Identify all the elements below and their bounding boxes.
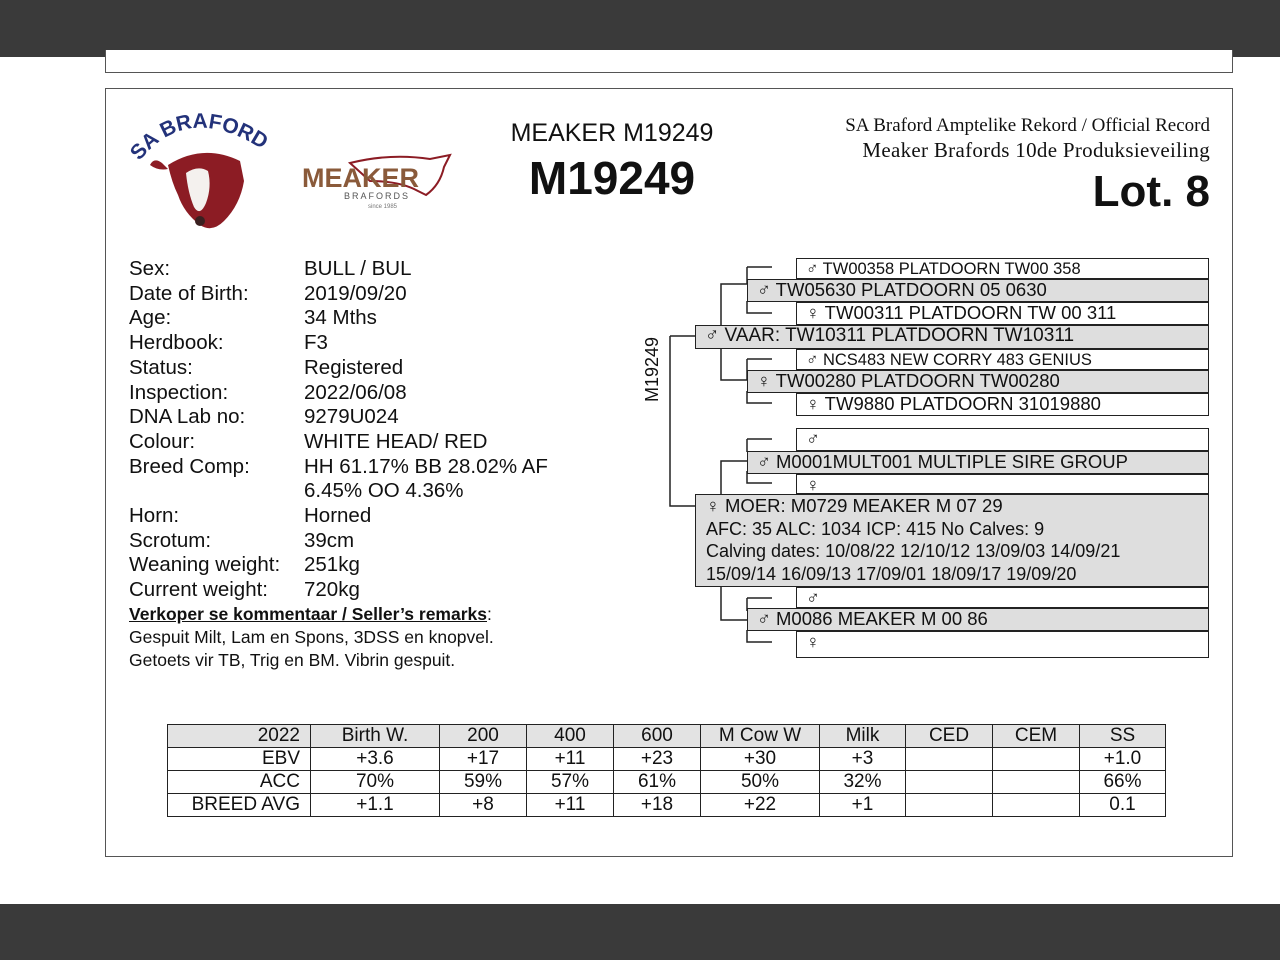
info-label: DNA Lab no: — [129, 405, 246, 429]
auction-title: Meaker Brafords 10de Produksieveiling — [862, 138, 1210, 162]
pedigree-dam-dam-dam: ♀ — [796, 631, 1209, 658]
ebv-cell — [993, 794, 1080, 817]
ebv-row-label: EBV — [168, 748, 311, 771]
ebv-header-cell: Birth W. — [311, 725, 440, 748]
ebv-cell — [993, 748, 1080, 771]
ebv-header-cell: 400 — [527, 725, 614, 748]
ebv-cell: +1.1 — [311, 794, 440, 817]
ebv-table — [167, 724, 1166, 817]
info-label: Sex: — [129, 257, 171, 280]
ebv-cell: +22 — [701, 794, 820, 817]
pedigree-dam-calving-dates-cont: 15/09/14 16/09/13 17/09/01 18/09/17 19/09/20 — [706, 563, 1077, 584]
pedigree-dam — [695, 494, 1209, 587]
pedigree-sire-dam-dam: ♀ TW9880 PLATDOORN 31019880 — [796, 393, 1209, 416]
ebv-cell: 32% — [820, 771, 906, 794]
ebv-header-cell: CED — [906, 725, 993, 748]
ebv-cell: 57% — [527, 771, 614, 794]
info-label: Current weight: — [129, 578, 269, 602]
ebv-cell: 70% — [311, 771, 440, 794]
ebv-cell: +1.0 — [1080, 748, 1166, 771]
ebv-header-cell: 600 — [614, 725, 701, 748]
info-value: 720kg — [304, 578, 360, 602]
ebv-row-acc — [168, 771, 1166, 794]
lot-number: Lot. 8 — [1092, 167, 1210, 216]
info-label: Status: — [129, 355, 193, 379]
ebv-cell — [993, 771, 1080, 794]
ebv-row-breed-avg — [168, 794, 1166, 817]
info-value: 2022/06/08 — [304, 380, 407, 404]
ebv-header-cell: Milk — [820, 725, 906, 748]
seller-remarks-line: Gespuit Milt, Lam en Spons, 3DSS en knopvel. — [129, 627, 494, 647]
ebv-row-ebv — [168, 748, 1166, 771]
pedigree-dam-name: ♀ MOER: M0729 MEAKER M 07 29 — [706, 495, 1003, 516]
info-label: Inspection: — [129, 380, 229, 404]
seller-remarks-title: Verkoper se kommentaar / Seller’s remarks — [129, 604, 487, 624]
meaker-logo-sub: BRAFORDS — [344, 191, 411, 201]
ebv-cell: +3 — [820, 748, 906, 771]
info-label: Horn: — [129, 504, 180, 528]
ebv-header-cell: 2022 — [168, 725, 311, 748]
info-label: Date of Birth: — [129, 281, 249, 305]
info-value: BULL / BUL — [304, 257, 412, 280]
ebv-cell — [906, 771, 993, 794]
ebv-cell: 50% — [701, 771, 820, 794]
seller-remarks-colon: : — [487, 604, 492, 624]
pedigree-dam-dam: ♂ M0086 MEAKER M 00 86 — [747, 608, 1209, 631]
ebv-cell — [906, 748, 993, 771]
sa-braford-logo-text: SA BRAFORD — [128, 109, 272, 165]
meaker-logo-text: MEAKER — [302, 163, 420, 193]
meaker-logo-since: since 1985 — [368, 204, 398, 210]
ebv-cell: +8 — [440, 794, 527, 817]
official-record-line: SA Braford Amptelike Rekord / Official Record — [845, 115, 1210, 136]
ebv-cell: +3.6 — [311, 748, 440, 771]
info-value: WHITE HEAD/ RED — [304, 429, 488, 453]
ebv-cell: 0.1 — [1080, 794, 1166, 817]
info-value: 34 Mths — [304, 306, 377, 330]
pedigree-sire: ♂ VAAR: TW10311 PLATDOORN TW10311 — [695, 325, 1209, 349]
info-label: Scrotum: — [129, 528, 212, 552]
info-value: HH 61.17% BB 28.02% AF 6.45% OO 4.36% — [304, 454, 548, 503]
info-value: 9279U024 — [304, 405, 399, 429]
ebv-row-label: BREED AVG — [168, 794, 311, 817]
animal-id: M19249 — [528, 152, 696, 204]
viewer-top-bar — [0, 0, 1280, 57]
ebv-table-header — [168, 725, 1166, 748]
info-label: Age: — [129, 306, 172, 330]
pedigree-sire-dam: ♀ TW00280 PLATDOORN TW00280 — [747, 370, 1209, 393]
info-label: Colour: — [129, 429, 196, 453]
ebv-cell: +30 — [701, 748, 820, 771]
lot-record-card — [105, 88, 1233, 857]
ebv-cell: 59% — [440, 771, 527, 794]
pedigree-dam-calving-dates: Calving dates: 10/08/22 12/10/12 13/09/03 14/09/21 — [706, 541, 1121, 561]
ebv-cell: 61% — [614, 771, 701, 794]
ebv-header-cell: CEM — [993, 725, 1080, 748]
pedigree-dam-sire: ♂ M0001MULT001 MULTIPLE SIRE GROUP — [747, 451, 1209, 474]
ebv-cell: 66% — [1080, 771, 1166, 794]
ebv-cell: +18 — [614, 794, 701, 817]
viewer-bottom-bar — [0, 904, 1280, 960]
ebv-cell: +23 — [614, 748, 701, 771]
pedigree-dam-sire-sire: ♂ — [796, 428, 1209, 451]
info-value: F3 — [304, 331, 328, 355]
info-label: Herdbook: — [129, 331, 224, 355]
pedigree-sire-sire-dam: ♀ TW00311 PLATDOORN TW 00 311 — [796, 302, 1209, 325]
previous-card-edge — [105, 50, 1233, 73]
animal-name: MEAKER M19249 — [510, 119, 714, 147]
pedigree-animal-label: M19249 — [642, 336, 662, 402]
pedigree-sire-dam-sire: ♂ NCS483 NEW CORRY 483 GENIUS — [796, 349, 1209, 370]
ebv-header-cell: 200 — [440, 725, 527, 748]
ebv-header-cell: M Cow W — [701, 725, 820, 748]
ebv-cell: +17 — [440, 748, 527, 771]
info-label: Breed Comp: — [129, 454, 250, 478]
pedigree-dam-dam-sire: ♂ — [796, 587, 1209, 608]
ebv-header-cell: SS — [1080, 725, 1166, 748]
ebv-cell: +1 — [820, 794, 906, 817]
pedigree-sire-sire-sire: ♂ TW00358 PLATDOORN TW00 358 — [796, 258, 1209, 279]
ebv-row-label: ACC — [168, 771, 311, 794]
ebv-cell — [906, 794, 993, 817]
info-value: Registered — [304, 355, 404, 379]
info-value: Horned — [304, 504, 372, 528]
info-value: 2019/09/20 — [304, 281, 407, 305]
info-value: 251kg — [304, 553, 360, 577]
pedigree-dam-sire-dam: ♀ — [796, 474, 1209, 494]
pedigree-sire-sire: ♂ TW05630 PLATDOORN 05 0630 — [747, 279, 1209, 302]
seller-remarks-line: Getoets vir TB, Trig en BM. Vibrin gespuit. — [129, 650, 456, 670]
info-label: Weaning weight: — [129, 553, 281, 577]
info-value: 39cm — [304, 528, 355, 552]
pedigree-dam-stats: AFC: 35 ALC: 1034 ICP: 415 No Calves: 9 — [706, 518, 1045, 539]
ebv-cell: +11 — [527, 748, 614, 771]
ebv-cell: +11 — [527, 794, 614, 817]
